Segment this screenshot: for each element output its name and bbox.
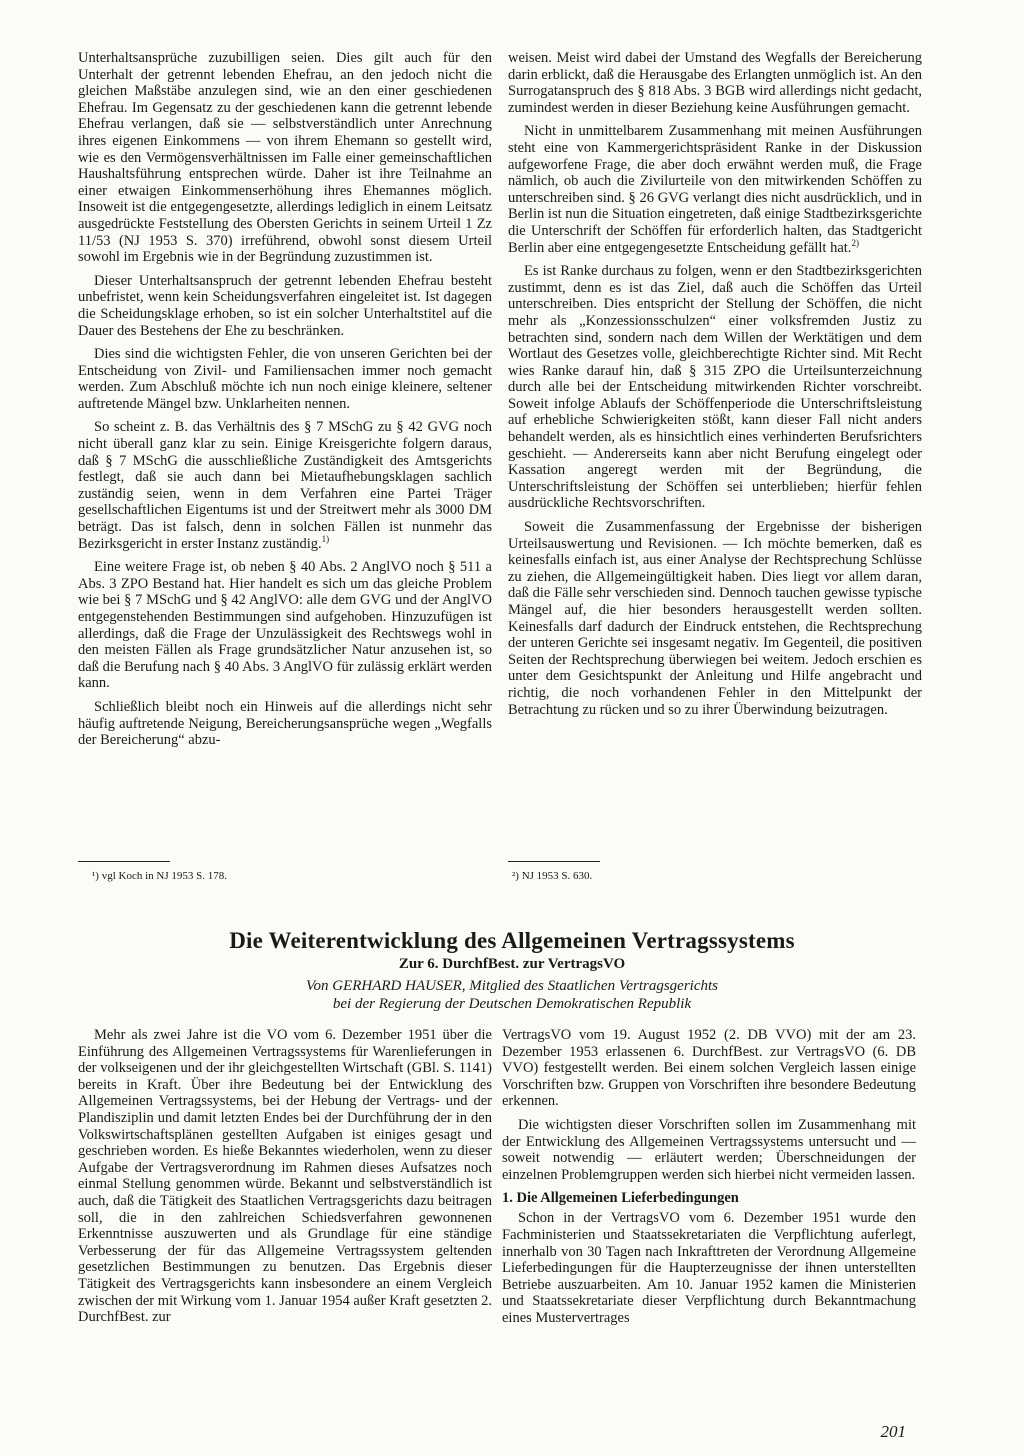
paragraph: Es ist Ranke durchaus zu folgen, wenn er den Stadtbezirksgerichten zustimmt, denn es ist das Ziel, daß auch die Schöffen das Urteil unterschreiben. Dies entspricht der Stellung der Schöffen, die nicht mehr als „Konzessionsschulzen“ einer volksfremden Justiz zu betrachten sind, sondern nach dem Willen der Werktätigen und dem Wortlaut des Gesetzes volle, gleichberechtigte Richter sind. Mit Recht wies Ranke darauf hin, daß § 315 ZPO die Urteilsunterzeichnung durch alle bei der Entscheidung mitwirkenden Richter vorschreibt. Soweit infolge Ablaufs der Schöffenperiode die Unterschriftsleistung auf erhebliche Schwierigkeiten stößt, kann dieser Fall nicht anders behandelt werden, als es hinsichtlich eines verhinderten Berufsrichters geschieht. — Andererseits kann aber nicht Berufung eingelegt oder Kassation angeregt werden mit der Begründung, die Unterschriftsleistung der Schöffen sei unterblieben; hierfür fehlen ausdrückliche Rechtsvorschriften. [508,263,922,512]
paragraph: Schon in der VertragsVO vom 6. Dezember 1951 wurde den Fachministerien und Staatssekretariaten die Verpflichtung auferlegt, innerhalb von 30 Tagen nach Inkrafttreten der Verordnung Allgemeine Lieferbedingungen für die Haupterzeugnisse der ihnen unterstellten Betriebe auszuarbeiten. Am 10. Januar 1952 kamen die Ministerien und Staatssekretariate dieser Verpflichtung durch Bekanntmachung eines Mustervertrages [502,1210,916,1326]
bottom-left-column [78,1027,492,1333]
footnote-right: ²) NJ 1953 S. 630. [512,870,593,882]
footnote-left: ¹) vgl Koch in NJ 1953 S. 178. [92,870,227,882]
paragraph: Die wichtigsten dieser Vorschriften sollen im Zusammenhang mit der Entwicklung des Allgemeinen Vertragssystems untersucht und — soweit notwendig — erläutert werden; Überschneidungen der einzelnen Problemgruppen werden sich hierbei nicht vermeiden lassen. [502,1116,916,1183]
paragraph: Soweit die Zusammenfassung der Ergebnisse der bisherigen Urteilsauswertung und Revisionen. — Ich möchte bemerken, daß es keinesfalls einfach ist, aus einer Analyse der Rechtsprechung Schlüsse zu ziehen, die Allgemeingültigkeit haben. Dies liegt vor allem daran, daß die Fälle sehr verschieden sind. Dennoch tauchen gewisse typische Mängel auf, die hier besonders herausgestellt werden sollten. Keinesfalls darf dadurch der Eindruck entstehen, die Rechtsprechung der unteren Gerichte sei insgesamt negativ. Im Gegenteil, die positiven Seiten der Rechtsprechung überwiegen bei weitem. Jedoch erschien es unter dem Gesichtspunkt der Anleitung und Hilfe angebracht und richtig, die noch vorhandenen Fehler in den Mittelpunkt der Betrachtung zu rücken und so zu ihrer Überwindung beizutragen. [508,519,922,718]
page-number: 201 [880,1422,906,1441]
footnote-divider [78,861,170,862]
footnote-divider [508,861,600,862]
paragraph-with-footnote [508,123,922,256]
article-subtitle: Zur 6. DurchfBest. zur VertragsVO [398,956,626,972]
author-affiliation: bei der Regierung der Deutschen Demokratischen Republik [332,996,692,1012]
top-right-column [508,50,922,725]
paragraph: Dieser Unterhaltsanspruch der getrennt lebenden Ehefrau besteht unbefristet, wenn kein Scheidungsverfahren eingeleitet ist. Ist dagegen die Scheidungsklage erhoben, so ist ein solcher Unterhaltstitel auf die Dauer des Bestehens der Ehe zu beschränken. [78,272,492,339]
paragraph: VertragsVO vom 19. August 1952 (2. DB VVO) mit der am 23. Dezember 1953 erlassenen 6. DurchfBest. zur VertragsVO (6. DB VVO) festgestellt werden. Bei einem solchen Vergleich lassen einige Vorschriften bzw. Gruppen von Vorschriften ihre besondere Bedeutung erkennen. [502,1027,916,1110]
paragraph-with-footnote [78,419,492,552]
article-title: Die Weiterentwicklung des Allgemeinen Vertragssystems [229,928,795,953]
section-heading: 1. Die Allgemeinen Lieferbedingungen [502,1190,739,1207]
top-left-column [78,50,492,756]
paragraph-text: So scheint z. B. das Verhältnis des § 7 MSchG zu § 42 GVG noch nicht überall ganz klar zu sein. Einige Kreisgerichte folgern daraus, daß § 7 MSchG die ausschließliche Zuständigkeit des Amtsgerichts festlegt, daß sie auch dann bei Mietaufhebungsklagen sachlich zuständig seien, wenn in dem Verfahren eine Partei Träger gesellschaftlichen Eigentums ist und der Streitwert mehr als 3000 DM beträgt. Das ist falsch, denn in solchen Fällen ist nunmehr das Bezirksgericht in erster Instanz zuständig. [78,419,492,552]
footnote-marker: 2) [851,237,859,248]
paragraph: Mehr als zwei Jahre ist die VO vom 6. Dezember 1951 über die Einführung des Allgemeinen Vertragssystems für Warenlieferungen in der volkseigenen und der ihr gleichgestellten Wirtschaft (GBl. S. 1141) bereits in Kraft. Über ihre Bedeutung bei der Entwicklung des Allgemeinen Vertragssystems, bei der Hebung der Vertrags- und der Plandisziplin und damit letzten Endes bei der Durchführung der in den Volkswirtschaftsplänen gestellten Aufgaben ist einiges gesagt und geschrieben worden. Es hieße Bekanntes wiederholen, wenn zu dieser Aufgabe der Vertragsverordnung im Rahmen dieses Aufsatzes noch einmal Stellung genommen würde. Bekannt und selbstverständlich ist auch, daß die Tätigkeit des Staatlichen Vertragsgerichts dazu beitragen soll, die in den zahlreichen Schiedsverfahren gewonnenen Erkenntnisse auszuwerten und als Grundlage für eine ständige Verbesserung der für das Allgemeine Vertragssystem geltenden gesetzlichen Bestimmungen zu benutzen. Das Ergebnis dieser Tätigkeit des Vertragsgerichts kann insbesondere an einem Vergleich zwischen der mit Wirkung vom 1. Januar 1954 außer Kraft gesetzten 2. DurchfBest. zur [78,1027,492,1326]
paragraph: Schließlich bleibt noch ein Hinweis auf die allerdings nicht sehr häufig auftretende Neigung, Bereicherungsansprüche wegen „Wegfalls der Bereicherung“ abzu- [78,698,492,749]
paragraph: weisen. Meist wird dabei der Umstand des Wegfalls der Bereicherung darin erblickt, daß die Herausgabe des Erlangten unmöglich ist. An den Surrogatanspruch des § 818 Abs. 3 BGB wird allerdings nicht gedacht, zumindest werden in dieser Beziehung keine Ausführungen gemacht. [508,50,922,116]
article-heading [100,928,924,1013]
paragraph: Eine weitere Frage ist, ob neben § 40 Abs. 2 AnglVO noch § 511 a Abs. 3 ZPO Bestand hat. Hier handelt es sich um das gleiche Problem wie bei § 7 MSchG und § 42 AnglVO: alle dem GVG und der AnglVO entgegenstehenden Bestimmungen sind aufgehoben. Hinzuzufügen ist allerdings, daß die Frage der Unzulässigkeit des Rechtswegs wohl in den meisten Fällen als Frage grundsätzlicher Natur anzusehen ist, so daß die Berufung nach § 40 Abs. 3 AnglVO für zulässig erklärt werden kann. [78,559,492,692]
paragraph-text: Nicht in unmittelbarem Zusammenhang mit meinen Ausführungen steht eine von Kammergerichtspräsident Ranke in der Diskussion aufgeworfene Frage, die aber doch erwähnt werden muß, die Frage nämlich, ob auch die Zivilurteile von den mitwirkenden Schöffen zu unterschreiben sind. § 26 GVG verlangt dies nicht ausdrücklich, und in Berlin ist nun die Situation eingetreten, daß einige Stadtbezirksgerichte die Unterschrift der Schöffen für erforderlich halten, das Stadtgericht Berlin aber eine entgegengesetzte Entscheidung gefällt hat. [508,123,922,256]
bottom-right-column [502,1027,916,1334]
paragraph: Dies sind die wichtigsten Fehler, die von unseren Gerichten bei der Entscheidung von Zivil- und Familiensachen immer noch gemacht werden. Zum Abschluß möchte ich nun noch einige kleinere, seltener auftretende Mängel bzw. Unklarheiten nennen. [78,346,492,412]
footnote-marker: 1) [321,533,330,544]
paragraph: Unterhaltsansprüche zuzubilligen seien. Dies gilt auch für den Unterhalt der getrennt lebenden Ehefrau, an den jedoch nicht die gleichen Maßstäbe anzulegen sind, wie an den einer geschiedenen Ehefrau. Im Gegensatz zu der geschiedenen kann die getrennt lebende Ehefrau verlangen, daß sie — selbstverständlich unter Anrechnung ihres eigenen Einkommens — von ihrem Ehemann so gestellt wird, wie es den Vermögensverhältnissen im Falle einer gemeinschaftlichen Haushaltsführung entsprechen würde. Daher ist ihre Teilnahme an einer etwaigen Einkommenserhöhung ihres Ehemannes möglich. Insoweit ist die entgegengesetzte, allerdings lediglich in einem Leitsatz ausgedrückte Feststellung des Obersten Gerichts in seinem Urteil 1 Zz 11/53 (NJ 1953 S. 370) irreführend, obwohl sonst diesem Urteil sowohl im Ergebnis wie in der Begründung zuzustimmen ist. [78,50,492,266]
author-line: Von GERHARD HAUSER, Mitglied des Staatlichen Vertragsgerichts [305,978,719,994]
